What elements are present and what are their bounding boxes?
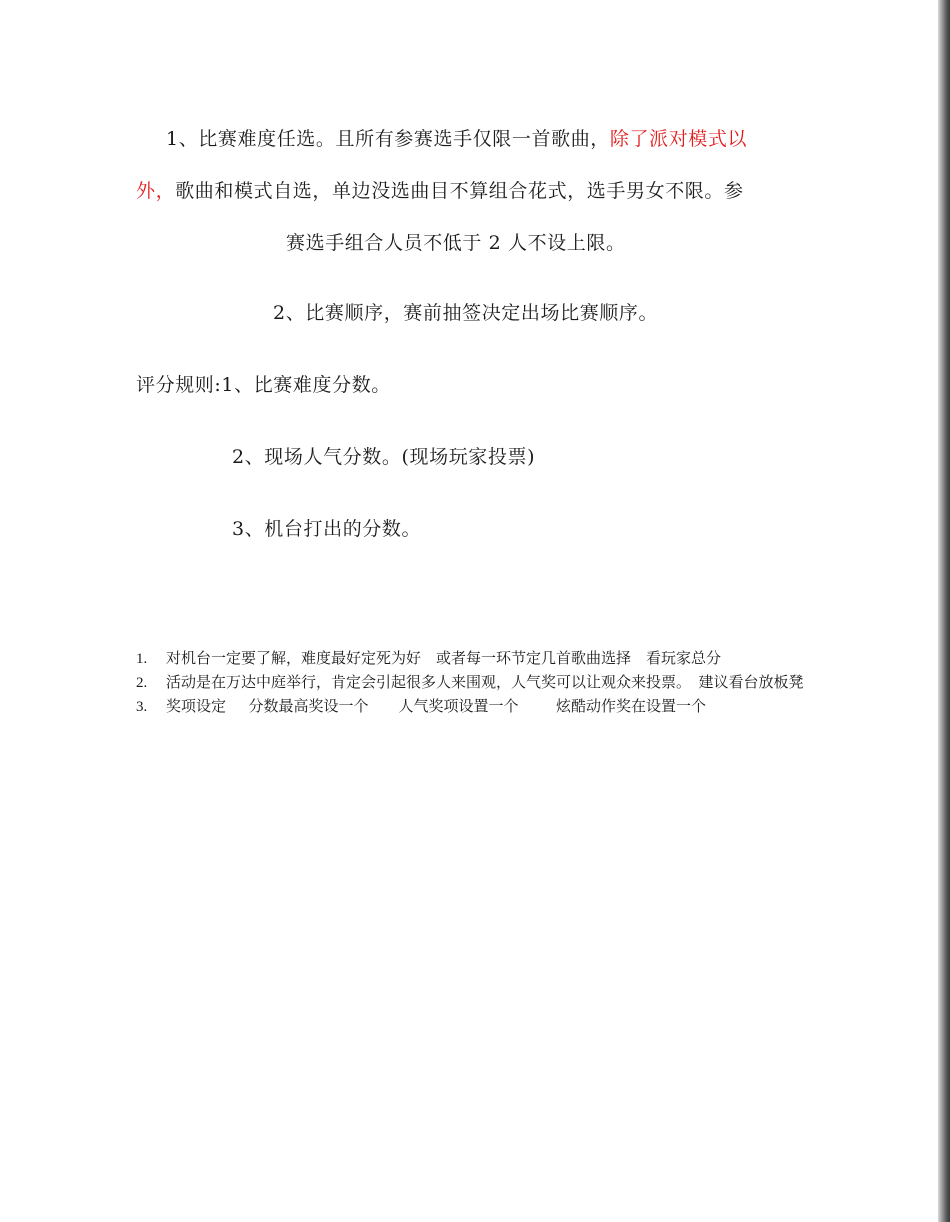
rules-text: 2、比赛顺序，赛前抽签决定出场比赛顺序。 xyxy=(273,302,659,324)
list-number: 1. xyxy=(136,651,148,667)
rules-paragraph-2 xyxy=(273,298,658,325)
rules-paragraph-1-line-2 xyxy=(136,176,744,203)
list-item xyxy=(136,695,816,719)
rules-text: 歌曲和模式自选，单边没选曲目不算组合花式，选手男女不限。参 xyxy=(175,180,744,202)
list-item xyxy=(136,647,816,671)
scoring-rule-1 xyxy=(136,370,391,397)
list-text: 奖项设定 分数最高奖设一个 人气奖项设置一个 炫酷动作奖在设置一个 xyxy=(166,699,707,715)
scoring-text: 3、机台打出的分数。 xyxy=(232,518,422,540)
list-text: 对机台一定要了解，难度最好定死为好 或者每一环节定几首歌曲选择 看玩家总分 xyxy=(166,651,722,667)
rules-paragraph-1-line-3 xyxy=(286,228,626,255)
page-edge-shadow xyxy=(938,0,950,1222)
rules-highlight-text: 外， xyxy=(136,180,176,202)
list-text: 活动是在万达中庭举行，肯定会引起很多人来围观，人气奖可以让观众来投票。 建议看台放板凳 xyxy=(166,675,804,691)
notes-list xyxy=(136,647,816,719)
scoring-text: 评分规则:1、比赛难度分数。 xyxy=(136,374,391,396)
rules-text: 赛选手组合人员不低于 2 人不设上限。 xyxy=(286,232,626,254)
rules-paragraph-1-line-1 xyxy=(166,124,747,151)
list-number: 2. xyxy=(136,675,148,691)
scoring-rule-3 xyxy=(232,514,421,541)
list-number: 3. xyxy=(136,699,148,715)
rules-highlight-text: 除了派对模式以 xyxy=(609,128,748,150)
scoring-text: 2、现场人气分数。(现场玩家投票) xyxy=(232,446,536,468)
scoring-rule-2 xyxy=(232,442,535,469)
rules-text: 1、比赛难度任选。且所有参赛选手仅限一首歌曲， xyxy=(166,128,610,150)
list-item xyxy=(136,671,816,695)
